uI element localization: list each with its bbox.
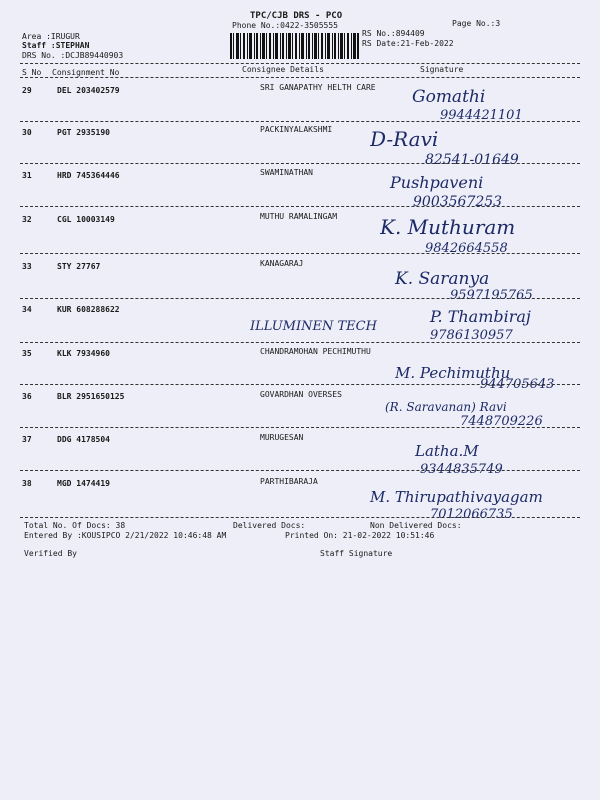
svg-text:944705643: 944705643 <box>480 377 555 392</box>
row-consignment: CGL 10003149 <box>57 215 115 224</box>
divider <box>20 77 580 78</box>
divider <box>20 517 580 518</box>
svg-text:7012066735: 7012066735 <box>430 507 513 522</box>
drs-number: DRS No. :DCJB89440903 <box>22 51 124 60</box>
entered-by: Entered By :KOUSIPCO 2/21/2022 10:46:48 AM <box>24 531 227 540</box>
handwritten-signature <box>400 82 590 122</box>
divider <box>20 253 580 254</box>
verified-by-label: Verified By <box>24 549 77 558</box>
divider <box>20 427 580 428</box>
row-sno: 34 <box>22 305 32 314</box>
barcode <box>230 33 360 59</box>
row-sno: 30 <box>22 128 32 137</box>
svg-text:(R. Saravanan) Ravi: (R. Saravanan) Ravi <box>385 400 507 414</box>
divider <box>20 470 580 471</box>
row-sno: 31 <box>22 171 32 180</box>
row-consignment: KUR 608288622 <box>57 305 120 314</box>
handwritten-signature <box>380 395 590 431</box>
row-sno: 32 <box>22 215 32 224</box>
row-sno: 35 <box>22 349 32 358</box>
page-number: Page No.:3 <box>452 19 501 28</box>
divider <box>20 121 580 122</box>
handwritten-signature <box>380 208 590 258</box>
handwritten-signature <box>245 306 590 342</box>
printed-on: Printed On: 21-02-2022 10:51:46 <box>285 531 435 540</box>
row-sno: 36 <box>22 392 32 401</box>
svg-text:Latha.M: Latha.M <box>415 442 479 460</box>
row-sno: 33 <box>22 262 32 271</box>
svg-text:9786130957: 9786130957 <box>430 328 513 342</box>
document-title: TPC/CJB DRS - PCO <box>250 11 343 21</box>
divider <box>20 206 580 207</box>
svg-text:82541-01649: 82541-01649 <box>425 152 519 168</box>
row-consignee: PACKINYALAKSHMI <box>260 125 333 134</box>
row-consignee: GOVARDHAN OVERSES <box>260 390 342 399</box>
col-header-consignee: Consignee Details <box>242 65 324 74</box>
svg-text:Pushpaveni: Pushpaveni <box>390 173 484 192</box>
col-header-sno: S No <box>22 68 42 77</box>
svg-text:M. Pechimuthu: M. Pechimuthu <box>395 364 511 382</box>
row-consignee: CHANDRAMOHAN PECHIMUTHU <box>260 347 371 356</box>
divider <box>20 384 580 385</box>
svg-text:7448709226: 7448709226 <box>460 414 543 429</box>
divider <box>20 342 580 343</box>
row-sno: 38 <box>22 479 32 488</box>
svg-text:9003567253: 9003567253 <box>413 194 503 210</box>
delivered-docs: Delivered Docs: <box>233 521 306 530</box>
row-consignee: MUTHU RAMALINGAM <box>260 212 338 221</box>
row-consignment: STY 27767 <box>57 262 101 271</box>
total-docs: Total No. Of Docs: 38 <box>24 521 126 530</box>
svg-text:9344835749: 9344835749 <box>420 462 503 476</box>
phone-number: Phone No.:0422-3505555 <box>232 21 338 30</box>
rs-date: RS Date:21-Feb-2022 <box>362 39 454 48</box>
svg-text:P. Thambiraj: P. Thambiraj <box>430 307 531 326</box>
row-consignee: PARTHIBARAJA <box>260 477 318 486</box>
staff-signature-label: Staff Signature <box>320 549 393 558</box>
row-consignee: SRI GANAPATHY HELTH CARE <box>260 83 376 92</box>
svg-text:ILLUMINEN TECH: ILLUMINEN TECH <box>250 319 377 334</box>
col-header-signature: Signature <box>420 65 464 74</box>
row-consignee: KANAGARAJ <box>260 259 304 268</box>
row-sno: 37 <box>22 435 32 444</box>
divider <box>20 298 580 299</box>
svg-text:9842664558: 9842664558 <box>425 241 508 256</box>
row-consignee: SWAMINATHAN <box>260 168 313 177</box>
handwritten-signature <box>395 360 595 396</box>
divider <box>20 63 580 64</box>
row-consignment: DDG 4178504 <box>57 435 110 444</box>
row-sno: 29 <box>22 86 32 95</box>
staff-label: Staff :STEPHAN <box>22 41 90 50</box>
row-consignment: MGD 1474419 <box>57 479 110 488</box>
row-consignment: DEL 203402579 <box>57 86 120 95</box>
row-consignment: PGT 2935190 <box>57 128 110 137</box>
row-consignment: KLK 7934960 <box>57 349 110 358</box>
non-delivered-docs: Non Delivered Docs: <box>370 521 462 530</box>
row-consignee: MURUGESAN <box>260 433 304 442</box>
svg-text:K. Saranya: K. Saranya <box>395 269 490 289</box>
svg-text:D-Ravi: D-Ravi <box>370 127 439 151</box>
area-label: Area :IRUGUR <box>22 32 80 41</box>
svg-text:M. Thirupathivayagam: M. Thirupathivayagam <box>370 488 543 506</box>
row-consignment: BLR 2951650125 <box>57 392 125 401</box>
svg-text:9944421101: 9944421101 <box>440 108 523 122</box>
row-consignment: HRD 745364446 <box>57 171 120 180</box>
svg-text:9597195765: 9597195765 <box>450 288 533 303</box>
divider <box>20 163 580 164</box>
rs-number: RS No.:894409 <box>362 29 425 38</box>
col-header-consignment: Consignment No <box>52 68 120 77</box>
svg-text:Gomathi: Gomathi <box>412 87 486 107</box>
svg-text:K. Muthuram: K. Muthuram <box>380 215 516 239</box>
